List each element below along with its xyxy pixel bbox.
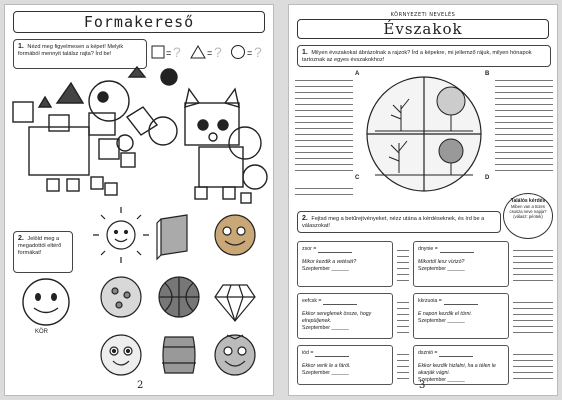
- square-shape: [49, 115, 69, 131]
- shapes-picture: [9, 67, 271, 207]
- triangle-shape: [57, 83, 83, 103]
- sun-icon: [93, 207, 149, 263]
- equals-sign: =: [166, 48, 172, 58]
- task-text: Nézd meg figyelmesen a képet! Melyik formából mennyit találsz rajta? Írd be!: [18, 44, 124, 57]
- circle-label: KÖR: [35, 329, 49, 335]
- answer-prompt: Szeptember ______: [418, 377, 465, 383]
- writing-lines-c[interactable]: [295, 183, 353, 195]
- circle-shape: [98, 92, 108, 102]
- square-shape: [91, 177, 103, 189]
- triangle-shape: [225, 89, 239, 107]
- square-shape: [99, 139, 119, 159]
- leafy-tree-icon: [437, 87, 465, 115]
- answer-line[interactable]: [315, 356, 349, 357]
- scrambled-word: iód =: [302, 350, 314, 356]
- answer-prompt: Szeptember ______: [418, 318, 465, 324]
- objects-grid: [91, 205, 271, 385]
- cookie-face-icon: [215, 215, 255, 255]
- square-shape: [185, 103, 239, 145]
- circle-shape: [198, 120, 208, 130]
- task-2-box: [297, 211, 501, 233]
- answer-line[interactable]: [440, 252, 474, 253]
- task-2-box: [13, 231, 73, 273]
- riddle-card: [413, 345, 509, 385]
- riddle-card: [297, 241, 393, 287]
- circle-shape: [161, 69, 177, 85]
- side-lines[interactable]: [513, 297, 553, 333]
- square-shape: [47, 179, 59, 191]
- riddle-card: [413, 293, 509, 339]
- task-number: 2.: [18, 235, 24, 242]
- square-shape: [241, 193, 251, 203]
- equals-sign: =: [207, 48, 213, 58]
- triangle-icon: [191, 46, 205, 58]
- square-shape: [67, 179, 79, 191]
- label-a: A: [355, 71, 360, 77]
- page-title: Formakereső: [13, 11, 265, 33]
- scrambled-word: kkrzuoia =: [418, 298, 442, 304]
- tomato-face-icon: [215, 335, 255, 375]
- circle-shape: [243, 165, 267, 189]
- book-icon: [157, 215, 187, 259]
- writing-lines-a[interactable]: [295, 75, 353, 171]
- shape-legend: [151, 43, 269, 61]
- side-lines[interactable]: [513, 349, 553, 379]
- label-c: C: [355, 175, 360, 181]
- task-text: Milyen évszakokat ábrázolnak a rajzok? Írd a képekre, mi jellemző rájuk, milyen hónapok tartoznak az egyes évszakokhoz!: [302, 50, 532, 63]
- task-text: Fejtsd meg a betűrejtvényeket, nézz utána a kérdéseknek, és írd be a válaszokat!: [302, 216, 485, 229]
- side-lines[interactable]: [397, 245, 409, 281]
- triangle-shape: [129, 67, 145, 77]
- square-icon: [152, 46, 164, 58]
- riddle-title: Találós kérdés: [510, 198, 546, 204]
- answer-line[interactable]: [444, 304, 478, 305]
- question-text: E napon kezdik el törni.: [418, 311, 472, 317]
- equals-sign: =: [247, 48, 253, 58]
- square-shape: [223, 187, 235, 199]
- writing-lines-b[interactable]: [495, 75, 553, 171]
- question-text: Mikor kezdik a vetését?: [302, 259, 357, 265]
- basketball-icon: [159, 277, 199, 317]
- question-text: Ekkor sereglenek össze, hogy elrepüljenek.: [302, 311, 372, 324]
- riddle-card: [413, 241, 509, 287]
- scrambled-word: dnynie =: [418, 246, 438, 252]
- diamond-icon: [215, 285, 255, 321]
- riddle-note: (válasz: péntek): [513, 214, 543, 219]
- label-b: B: [485, 71, 490, 77]
- scrambled-word: eefcsk =: [302, 298, 322, 304]
- task-number: 1.: [302, 49, 308, 56]
- right-page: [288, 4, 558, 396]
- circle-shape: [89, 81, 129, 121]
- fruit-tree-icon: [439, 139, 463, 163]
- pizza-icon: [101, 277, 141, 317]
- square-shape: [29, 127, 89, 175]
- task-number: 2.: [302, 215, 308, 222]
- task-1-box: [297, 45, 551, 67]
- task-text: Jelöld meg a megadottól eltérő formákat!: [18, 236, 62, 256]
- question-mark: ?: [173, 44, 181, 60]
- riddle-card: [297, 293, 393, 339]
- circle-icon: [232, 46, 245, 59]
- side-lines[interactable]: [397, 297, 409, 333]
- question-mark: ?: [214, 44, 222, 60]
- triangle-shape: [39, 97, 51, 107]
- task-1-box: [13, 39, 147, 69]
- answer-prompt: Szeptember ______: [302, 325, 349, 331]
- question-text: Ekkor verik le a fáról.: [302, 363, 351, 369]
- answer-line[interactable]: [439, 356, 473, 357]
- circle-face: [19, 277, 73, 327]
- question-text: Mikortól lesz vízizó?: [418, 259, 465, 265]
- square-shape: [195, 187, 207, 199]
- answer-line[interactable]: [318, 252, 352, 253]
- task-number: 1.: [18, 43, 24, 50]
- circle-shape: [209, 133, 217, 141]
- answer-prompt: Szeptember ______: [302, 370, 349, 376]
- circle-shape: [218, 120, 228, 130]
- side-lines[interactable]: [513, 245, 553, 281]
- side-lines[interactable]: [397, 349, 409, 379]
- riddle-card: [297, 345, 393, 385]
- scrambled-word: dszniö =: [418, 350, 438, 356]
- page-number: 2: [137, 380, 144, 391]
- answer-line[interactable]: [323, 304, 357, 305]
- circle-shape: [149, 117, 177, 145]
- answer-prompt: Szeptember ______: [302, 266, 349, 272]
- triangle-shape: [185, 89, 199, 107]
- question-mark: ?: [254, 44, 262, 60]
- answer-prompt: Szeptember ______: [418, 266, 465, 272]
- square-shape: [199, 147, 243, 187]
- page-title: Évszakok: [297, 19, 549, 39]
- riddle-text: Miben van a tüzes csusza neve napja?: [509, 204, 547, 214]
- square-shape: [105, 183, 117, 195]
- orange-face-icon: [101, 335, 141, 375]
- barrel-icon: [162, 337, 196, 373]
- left-page: [4, 4, 274, 396]
- question-text: Ekkor kezdik hizlalni, ha a télen le akarják vágni.: [418, 363, 496, 376]
- riddle-bubble: [503, 193, 553, 239]
- page-number: 3: [419, 380, 426, 391]
- scrambled-word: zsor =: [302, 246, 317, 252]
- label-d: D: [485, 175, 490, 181]
- section-label: KÖRNYEZETI NEVELÉS: [390, 12, 456, 18]
- square-shape: [89, 113, 115, 135]
- square-shape: [121, 153, 135, 167]
- square-shape: [13, 102, 33, 122]
- seasons-circle: [365, 75, 483, 193]
- circle-shape: [229, 127, 261, 159]
